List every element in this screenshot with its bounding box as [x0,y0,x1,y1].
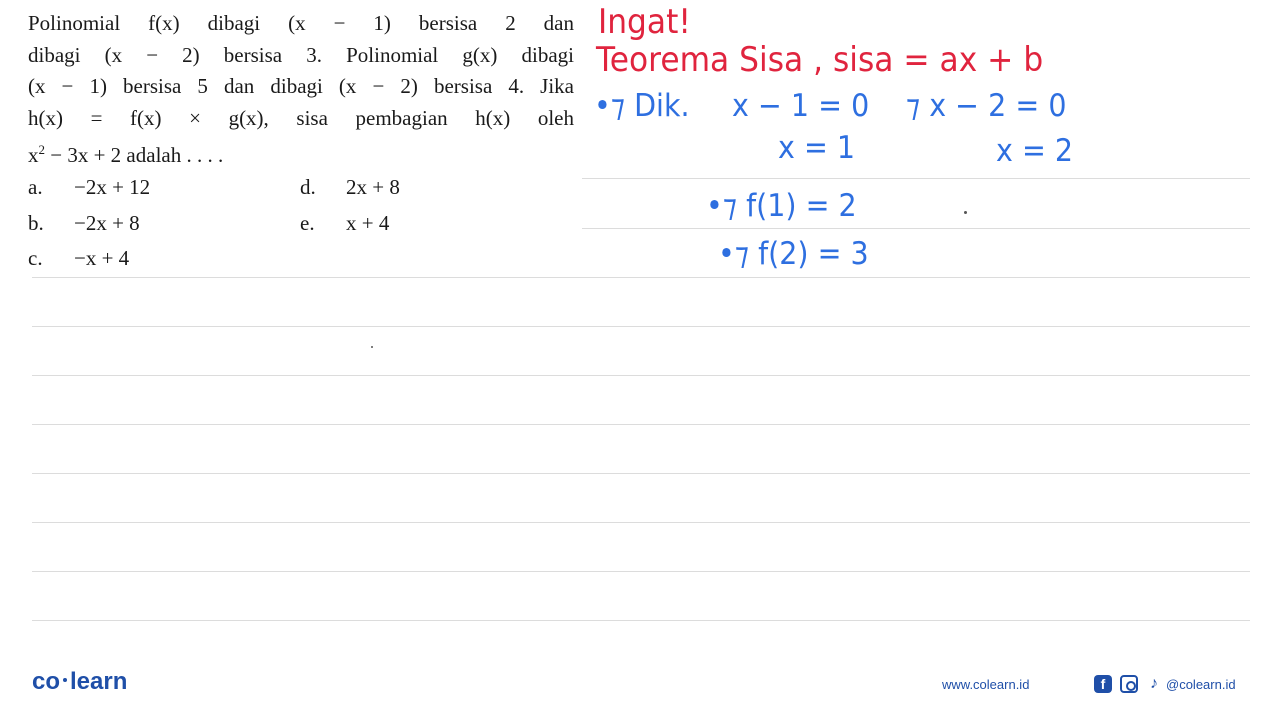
option-a[interactable] [28,172,150,202]
note-teorema-sisa: Teorema Sisa , sisa = ax + b [596,40,1044,80]
rule-line [582,178,1250,179]
question-line [28,134,574,172]
option-letter: d. [300,175,316,199]
option-value: −2x + 8 [74,211,140,235]
option-c[interactable] [28,243,129,273]
rule-line [582,228,1250,229]
rule-line [32,375,1250,376]
question-line: dibagi (x − 2) bersisa 3. Polinomial g(x) dibagi [28,42,574,67]
rule-line [32,424,1250,425]
note-dik: •⁊ Dik. [594,88,690,124]
rule-line [32,277,1250,278]
question-line: h(x) = f(x) × g(x), sisa pembagian h(x) oleh [28,105,574,130]
question-tail: − 3x + 2 adalah . . . . [45,143,224,167]
note-eq2: ⁊ x − 2 = 0 [906,88,1067,124]
rule-line [32,522,1250,523]
website-url: www.colearn.id [942,677,1030,692]
option-d[interactable] [300,172,400,202]
question-line: Polinomial f(x) dibagi (x − 1) bersisa 2 dan [28,11,574,35]
question-text [28,8,574,172]
rule-line [32,571,1250,572]
rule-line [32,473,1250,474]
option-value: 2x + 8 [346,175,400,199]
note-f1: •⁊ f(1) = 2 [706,188,857,224]
note-f2: •⁊ f(2) = 3 [718,236,869,272]
instagram-icon [1120,675,1138,693]
stray-dot [964,211,967,214]
option-b[interactable] [28,208,140,238]
facebook-icon: f [1094,675,1112,693]
question-line: (x − 1) bersisa 5 dan dibagi (x − 2) bersisa 4. Jika [28,74,574,98]
option-letter: b. [28,211,44,235]
logo-dot [63,678,67,682]
logo-learn: learn [70,668,128,695]
social-handle: @colearn.id [1166,677,1236,692]
colearn-logo [32,668,127,696]
option-value: x + 4 [346,211,390,235]
note-ingat: Ingat! [598,2,691,42]
question-exponent: 2 [38,142,45,157]
rule-line [32,326,1250,327]
option-value: −2x + 12 [74,175,151,199]
tiktok-icon: ♪ [1150,675,1158,692]
option-letter: c. [28,246,43,270]
stray-dot [371,346,373,348]
rule-line [32,620,1250,621]
option-e[interactable] [300,208,389,238]
option-letter: a. [28,175,43,199]
option-letter: e. [300,211,315,235]
question-x: x [28,143,39,167]
option-value: −x + 4 [74,246,130,270]
logo-co: co [32,668,61,695]
note-eq1: x − 1 = 0 [732,88,870,124]
note-x1: x = 1 [778,130,856,166]
note-x2: x = 2 [996,133,1074,169]
